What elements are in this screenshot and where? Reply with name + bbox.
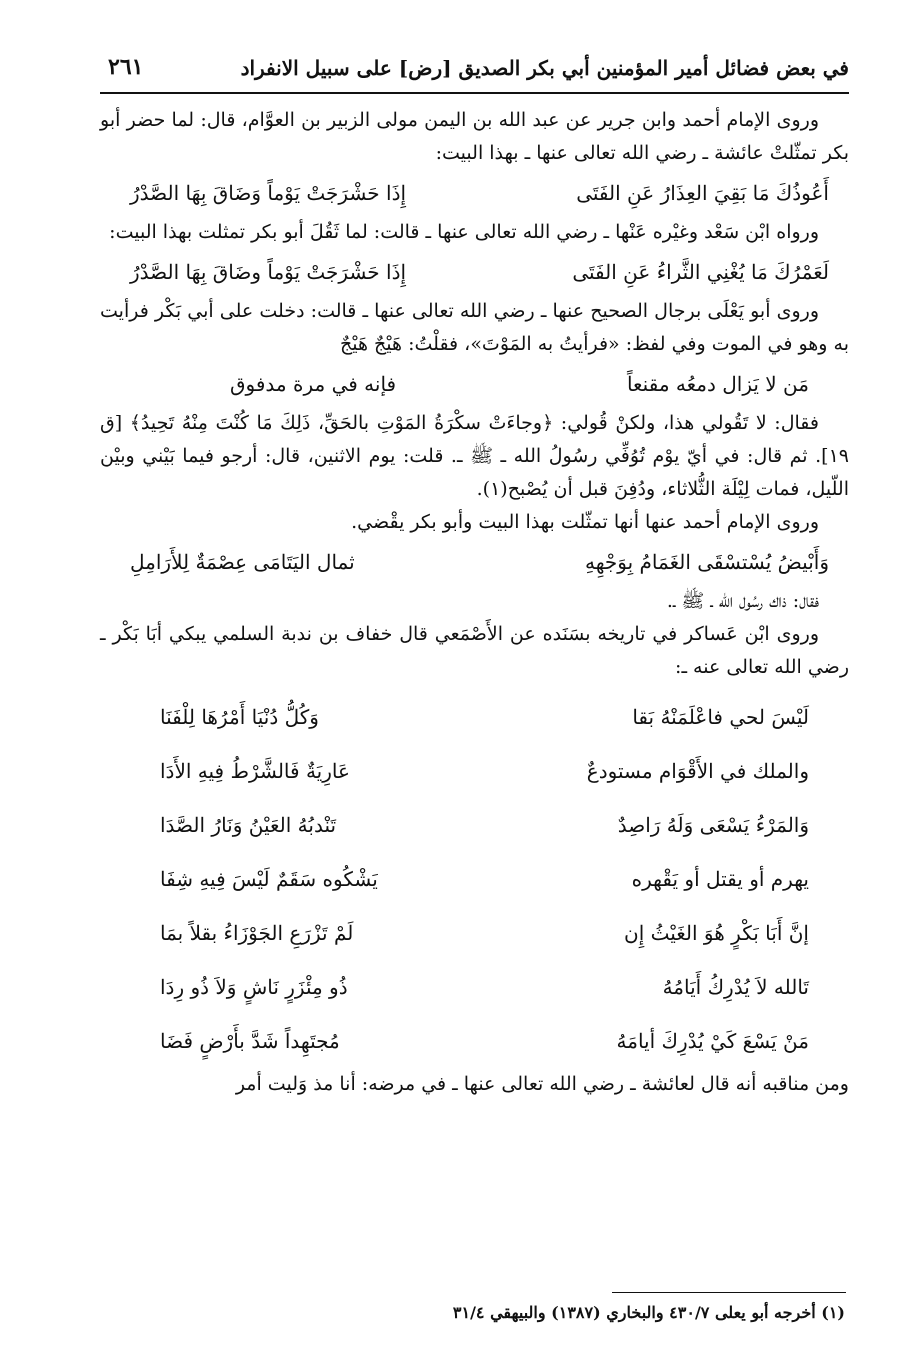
verse-hemistich-second: إِذَا حَشْرَجَتْ يَوْماً وَضَاقَ بِهَا الصَّدْرُ	[130, 181, 407, 205]
verse-line	[100, 170, 849, 216]
footnote: (١) أخرجه أبو يعلى ٤٣٠/٧ والبخاري (١٣٨٧) والبيهقي ٣١/٤	[452, 1303, 845, 1322]
verse-hemistich-second: مُجتَهِداً شَدَّ بأَرْضٍ فَضَا	[160, 1029, 340, 1053]
poem-verse	[100, 744, 849, 798]
page-number: ٢٦١	[108, 54, 144, 80]
verse-hemistich-first: لَيْسَ لحي فاعْلَمَنْهُ بَقا	[632, 705, 809, 729]
paragraph: ومن مناقبه أنه قال لعائشة ـ رضي الله تعالى عنها ـ في مرضه: أنا مذ وَليت أمر	[235, 1073, 849, 1095]
paragraph: وروى الإمام أحمد عنها أنها تمثّلت بهذا البيت وأبو بكر يقْضي.	[351, 511, 819, 533]
footnote-divider	[612, 1292, 846, 1293]
verse-hemistich-second: وَكُلُّ دُنْيَا أَمْرُهَا لِلْفَنَا	[160, 705, 319, 729]
paragraph: وروى أبو يَعْلَى برجال الصحيح عنها ـ رضي الله تعالى عنها ـ قالت: دخلت على أبي بَكْر فرأيت به وهو في الموت وفي لفظ: «فرأيتُ به المَوْتَ»، فقلْتُ: هَيْجٌ هَيْجٌ	[100, 300, 849, 355]
header-divider	[100, 92, 849, 94]
verse-hemistich-first: تَالله لاَ يُدْرِكُ أَيَامُهُ	[662, 975, 809, 999]
verse-hemistich-second: ثمال اليَتَامَى عِصْمَةٌ لِلأَرَامِلِ	[130, 550, 355, 574]
verse-line	[100, 539, 849, 585]
verse-hemistich-first: وَالمَرْءُ يَسْعَى وَلَهُ رَاصِدٌ	[617, 813, 809, 837]
verse-hemistich-first: لَعَمْرُكَ مَا يُغْنِي الثَّراءُ عَنِ الفَتَى	[572, 260, 829, 284]
paragraph: فقال: ذاك رسُول الله ـ ﷺ ـ.	[666, 590, 819, 612]
verse-hemistich-second: لَمْ تَزْرَعِ الجَوْزَاءُ بقلاً بمَا	[160, 921, 354, 945]
verse-hemistich-second: فإنه في مرة مدفوق	[230, 372, 397, 396]
paragraph: وروى الإمام أحمد وابن جرير عن عبد الله بن اليمن مولى الزبير بن العوَّام، قال: لما حضر أبو بكر تمثّلتْ عائشة ـ رضي الله تعالى عنها ـ بهذا البيت:	[100, 109, 849, 164]
verse-hemistich-second: إِذَا حَشْرَجَتْ يَوْماً وضَاقَ بِهَا الصَّدْرُ	[130, 260, 407, 284]
verse-hemistich-first: إنَّ أَبَا بَكْرٍ هُوَ الغَيْثُ إِن	[624, 921, 809, 945]
verse-line	[100, 249, 849, 295]
paragraph: وروى ابْن عَساكر في تاريخه بسَنَده عن الأَصْمَعي قال خفاف بن ندبة السلمي يبكي أبَا بَكْر ـ رضي الله تعالى عنه ـ:	[100, 623, 849, 678]
running-header	[100, 50, 849, 90]
verse-hemistich-second: تَنْدبُهُ العَيْنُ وَنَارُ الصَّدَا	[160, 813, 337, 837]
verse-hemistich-first: مَن لا يَزال دمعُه مقنعاً	[626, 372, 809, 396]
paragraph: ورواه ابْن سَعْد وغيْره عَنْها ـ رضي الله تعالى عنها ـ قالت: لما ثَقُلَ أبو بكر تمثلت بهذا البيت:	[109, 221, 819, 243]
poem-verse	[100, 852, 849, 906]
poem-verse	[100, 906, 849, 960]
main-text	[100, 104, 849, 1101]
poem-verse	[100, 960, 849, 1014]
verse-hemistich-first: مَنْ يَسْعَ كَيْ يُدْرِكَ أيامَهُ	[616, 1029, 809, 1053]
paragraph: فقال: لا تَقُولي هذا، ولكنْ قُولي: ﴿وجاءَتْ سكْرَةُ المَوْتِ بالحَقِّ، ذَلِكَ مَا كُنْتَ مِنْهُ تَحِيدُ﴾ [ق ١٩]. ثم قال: في أيّ يوْم تُوُفِّي رسُولُ الله ـ ﷺ ـ. قلت: يوم الاثنين، قال: أرجو فيما بَيْني وبيْن اللّيل، فمات لِيْلَة الثُّلاثاء، ودُفِنَ قبل أن يُصْبح(١).	[100, 412, 849, 500]
header-title: في بعض فضائل أمير المؤمنين أبي بكر الصديق [رض] على سبيل الانفراد	[240, 56, 849, 80]
verse-hemistich-first: وَأَبْيضُ يُسْتسْقَى الغَمَامُ بِوَجْهِهِ	[584, 550, 829, 574]
verse-hemistich-second: عَارِيَةٌ فَالشَّرْطُ فِيهِ الأَدَا	[160, 759, 350, 783]
verse-hemistich-second: يَشْكُوه سَقَمٌ لَيْسَ فِيهِ شِفَا	[160, 867, 378, 891]
verse-hemistich-first: أَعُوذُكَ مَا بَقِيَ العِذَارُ عَنِ الفَتَى	[576, 181, 829, 205]
verse-hemistich-first: والملك في الأَقْوَام مستودعٌ	[586, 759, 809, 783]
poem-verse	[100, 690, 849, 744]
verse-line	[100, 361, 849, 407]
verse-hemistich-second: ذُو مِئْزَرٍ نَاشٍ وَلاَ ذُو رِدَا	[160, 975, 348, 999]
verse-hemistich-first: يهرم أو يقتل أو يَقْهره	[631, 867, 809, 891]
poem-verse	[100, 798, 849, 852]
elegy-poem	[100, 690, 849, 1068]
poem-verse	[100, 1014, 849, 1068]
